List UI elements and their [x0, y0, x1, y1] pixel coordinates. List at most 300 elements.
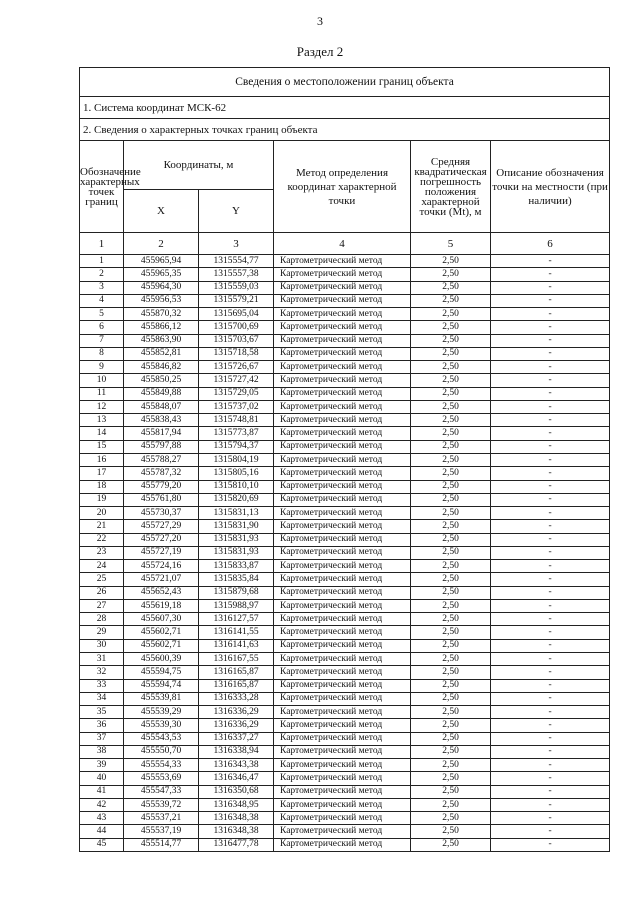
accuracy-cell: 2,50	[411, 308, 491, 321]
x-coordinate-cell: 455779,20	[124, 480, 199, 493]
description-cell: -	[491, 745, 610, 758]
y-coordinate-cell: 1316338,94	[199, 745, 274, 758]
point-number-cell: 10	[80, 374, 124, 387]
method-cell: Картометрический метод	[274, 772, 411, 785]
method-cell: Картометрический метод	[274, 467, 411, 480]
accuracy-cell: 2,50	[411, 520, 491, 533]
y-coordinate-cell: 1315835,84	[199, 573, 274, 586]
y-coordinate-cell: 1316348,38	[199, 825, 274, 838]
table-row	[80, 361, 610, 374]
description-cell: -	[491, 666, 610, 679]
method-cell: Картометрический метод	[274, 599, 411, 612]
description-cell: -	[491, 255, 610, 268]
method-cell: Картометрический метод	[274, 785, 411, 798]
accuracy-cell: 2,50	[411, 281, 491, 294]
method-cell: Картометрический метод	[274, 480, 411, 493]
table-row	[80, 281, 610, 294]
accuracy-cell: 2,50	[411, 387, 491, 400]
description-cell: -	[491, 294, 610, 307]
table-row	[80, 560, 610, 573]
accuracy-cell: 2,50	[411, 666, 491, 679]
boundary-points-table	[79, 67, 610, 852]
y-coordinate-cell: 1316343,38	[199, 759, 274, 772]
column-number: 4	[274, 233, 411, 255]
description-cell: -	[491, 334, 610, 347]
method-cell: Картометрический метод	[274, 347, 411, 360]
y-coordinate-cell: 1316165,87	[199, 666, 274, 679]
point-number-cell: 28	[80, 613, 124, 626]
point-number-cell: 33	[80, 679, 124, 692]
x-coordinate-cell: 455787,32	[124, 467, 199, 480]
x-coordinate-cell: 455543,53	[124, 732, 199, 745]
point-number-cell: 25	[80, 573, 124, 586]
y-coordinate-cell: 1316141,63	[199, 639, 274, 652]
accuracy-cell: 2,50	[411, 692, 491, 705]
accuracy-cell: 2,50	[411, 453, 491, 466]
header-coordinates: Координаты, м	[124, 141, 274, 190]
y-coordinate-cell: 1316141,55	[199, 626, 274, 639]
x-coordinate-cell: 455554,33	[124, 759, 199, 772]
y-coordinate-cell: 1315820,69	[199, 493, 274, 506]
description-cell: -	[491, 387, 610, 400]
y-coordinate-cell: 1315727,42	[199, 374, 274, 387]
point-number-cell: 41	[80, 785, 124, 798]
description-cell: -	[491, 507, 610, 520]
method-cell: Картометрический метод	[274, 294, 411, 307]
method-cell: Картометрический метод	[274, 361, 411, 374]
description-cell: -	[491, 785, 610, 798]
y-coordinate-cell: 1315794,37	[199, 440, 274, 453]
accuracy-cell: 2,50	[411, 361, 491, 374]
point-number-cell: 32	[80, 666, 124, 679]
method-cell: Картометрический метод	[274, 626, 411, 639]
table-row	[80, 480, 610, 493]
x-coordinate-cell: 455724,16	[124, 560, 199, 573]
table-row	[80, 599, 610, 612]
x-coordinate-cell: 455652,43	[124, 586, 199, 599]
description-cell: -	[491, 626, 610, 639]
x-coordinate-cell: 455550,70	[124, 745, 199, 758]
point-number-cell: 20	[80, 507, 124, 520]
table-row	[80, 533, 610, 546]
table-row	[80, 785, 610, 798]
y-coordinate-cell: 1315988,97	[199, 599, 274, 612]
description-cell: -	[491, 692, 610, 705]
header-y: Y	[199, 190, 274, 233]
column-number: 2	[124, 233, 199, 255]
column-number: 3	[199, 233, 274, 255]
accuracy-cell: 2,50	[411, 533, 491, 546]
method-cell: Картометрический метод	[274, 759, 411, 772]
x-coordinate-cell: 455602,71	[124, 626, 199, 639]
y-coordinate-cell: 1316336,29	[199, 706, 274, 719]
description-cell: -	[491, 812, 610, 825]
y-coordinate-cell: 1316350,68	[199, 785, 274, 798]
column-number: 5	[411, 233, 491, 255]
points-body	[80, 255, 610, 852]
y-coordinate-cell: 1316348,95	[199, 798, 274, 811]
description-cell: -	[491, 453, 610, 466]
x-coordinate-cell: 455537,19	[124, 825, 199, 838]
description-cell: -	[491, 414, 610, 427]
table-row	[80, 308, 610, 321]
accuracy-cell: 2,50	[411, 825, 491, 838]
method-cell: Картометрический метод	[274, 374, 411, 387]
accuracy-cell: 2,50	[411, 427, 491, 440]
x-coordinate-cell: 455849,88	[124, 387, 199, 400]
method-cell: Картометрический метод	[274, 613, 411, 626]
description-cell: -	[491, 838, 610, 851]
header-method: Метод определения координат характерной точки	[274, 141, 411, 233]
accuracy-cell: 2,50	[411, 812, 491, 825]
accuracy-cell: 2,50	[411, 334, 491, 347]
y-coordinate-cell: 1315831,13	[199, 507, 274, 520]
method-cell: Картометрический метод	[274, 719, 411, 732]
point-number-cell: 4	[80, 294, 124, 307]
table-row	[80, 825, 610, 838]
accuracy-cell: 2,50	[411, 467, 491, 480]
method-cell: Картометрический метод	[274, 400, 411, 413]
y-coordinate-cell: 1315831,93	[199, 533, 274, 546]
description-cell: -	[491, 467, 610, 480]
point-number-cell: 18	[80, 480, 124, 493]
section-title: Раздел 2	[296, 44, 344, 59]
table-row	[80, 347, 610, 360]
x-coordinate-cell: 455788,27	[124, 453, 199, 466]
y-coordinate-cell: 1315773,87	[199, 427, 274, 440]
y-coordinate-cell: 1316165,87	[199, 679, 274, 692]
method-cell: Картометрический метод	[274, 692, 411, 705]
point-number-cell: 23	[80, 546, 124, 559]
description-cell: -	[491, 759, 610, 772]
y-coordinate-cell: 1316167,55	[199, 652, 274, 665]
point-number-cell: 5	[80, 308, 124, 321]
method-cell: Картометрический метод	[274, 706, 411, 719]
method-cell: Картометрический метод	[274, 798, 411, 811]
y-coordinate-cell: 1316337,27	[199, 732, 274, 745]
method-cell: Картометрический метод	[274, 440, 411, 453]
accuracy-cell: 2,50	[411, 719, 491, 732]
header-point-label: Обозначение характерных точек границ	[80, 141, 124, 233]
accuracy-cell: 2,50	[411, 732, 491, 745]
y-coordinate-cell: 1316477,78	[199, 838, 274, 851]
table-row	[80, 520, 610, 533]
description-cell: -	[491, 400, 610, 413]
x-coordinate-cell: 455619,18	[124, 599, 199, 612]
method-cell: Картометрический метод	[274, 308, 411, 321]
y-coordinate-cell: 1316336,29	[199, 719, 274, 732]
method-cell: Картометрический метод	[274, 427, 411, 440]
description-cell: -	[491, 308, 610, 321]
point-number-cell: 40	[80, 772, 124, 785]
x-coordinate-cell: 455539,72	[124, 798, 199, 811]
description-cell: -	[491, 374, 610, 387]
table-row	[80, 745, 610, 758]
y-coordinate-cell: 1315879,68	[199, 586, 274, 599]
accuracy-cell: 2,50	[411, 586, 491, 599]
point-number-cell: 22	[80, 533, 124, 546]
method-cell: Картометрический метод	[274, 560, 411, 573]
point-number-cell: 9	[80, 361, 124, 374]
point-number-cell: 42	[80, 798, 124, 811]
table-row	[80, 440, 610, 453]
description-cell: -	[491, 573, 610, 586]
x-coordinate-cell: 455956,53	[124, 294, 199, 307]
description-cell: -	[491, 321, 610, 334]
accuracy-cell: 2,50	[411, 400, 491, 413]
point-number-cell: 34	[80, 692, 124, 705]
description-cell: -	[491, 719, 610, 732]
point-number-cell: 12	[80, 400, 124, 413]
description-cell: -	[491, 586, 610, 599]
description-cell: -	[491, 560, 610, 573]
accuracy-cell: 2,50	[411, 652, 491, 665]
point-number-cell: 36	[80, 719, 124, 732]
point-number-cell: 21	[80, 520, 124, 533]
x-coordinate-cell: 455761,80	[124, 493, 199, 506]
accuracy-cell: 2,50	[411, 255, 491, 268]
table-row	[80, 321, 610, 334]
accuracy-cell: 2,50	[411, 347, 491, 360]
point-number-cell: 38	[80, 745, 124, 758]
table-row	[80, 679, 610, 692]
description-cell: -	[491, 268, 610, 281]
y-coordinate-cell: 1316348,38	[199, 812, 274, 825]
table-row	[80, 759, 610, 772]
point-number-cell: 44	[80, 825, 124, 838]
table-row	[80, 732, 610, 745]
accuracy-cell: 2,50	[411, 507, 491, 520]
method-cell: Картометрический метод	[274, 838, 411, 851]
table-row	[80, 507, 610, 520]
method-cell: Картометрический метод	[274, 387, 411, 400]
point-number-cell: 16	[80, 453, 124, 466]
y-coordinate-cell: 1315810,10	[199, 480, 274, 493]
point-number-cell: 30	[80, 639, 124, 652]
x-coordinate-cell: 455850,25	[124, 374, 199, 387]
y-coordinate-cell: 1315833,87	[199, 560, 274, 573]
point-number-cell: 15	[80, 440, 124, 453]
point-number-cell: 14	[80, 427, 124, 440]
x-coordinate-cell: 455838,43	[124, 414, 199, 427]
header-description: Описание обозначения точки на местности (при наличии)	[491, 141, 610, 233]
accuracy-cell: 2,50	[411, 599, 491, 612]
description-cell: -	[491, 599, 610, 612]
page-number: 3	[317, 14, 323, 28]
method-cell: Картометрический метод	[274, 507, 411, 520]
accuracy-cell: 2,50	[411, 414, 491, 427]
header-x: X	[124, 190, 199, 233]
y-coordinate-cell: 1315703,67	[199, 334, 274, 347]
table-row	[80, 692, 610, 705]
table-row	[80, 573, 610, 586]
method-cell: Картометрический метод	[274, 586, 411, 599]
description-cell: -	[491, 281, 610, 294]
accuracy-cell: 2,50	[411, 573, 491, 586]
point-number-cell: 26	[80, 586, 124, 599]
y-coordinate-cell: 1315805,16	[199, 467, 274, 480]
x-coordinate-cell: 455727,19	[124, 546, 199, 559]
y-coordinate-cell: 1315695,04	[199, 308, 274, 321]
y-coordinate-cell: 1315831,90	[199, 520, 274, 533]
point-number-cell: 45	[80, 838, 124, 851]
point-number-cell: 11	[80, 387, 124, 400]
method-cell: Картометрический метод	[274, 812, 411, 825]
point-number-cell: 13	[80, 414, 124, 427]
x-coordinate-cell: 455964,30	[124, 281, 199, 294]
x-coordinate-cell: 455537,21	[124, 812, 199, 825]
table-row	[80, 268, 610, 281]
x-coordinate-cell: 455594,75	[124, 666, 199, 679]
table-row	[80, 414, 610, 427]
table-row	[80, 387, 610, 400]
y-coordinate-cell: 1315726,67	[199, 361, 274, 374]
x-coordinate-cell: 455846,82	[124, 361, 199, 374]
accuracy-cell: 2,50	[411, 268, 491, 281]
method-cell: Картометрический метод	[274, 453, 411, 466]
x-coordinate-cell: 455730,37	[124, 507, 199, 520]
table-row	[80, 652, 610, 665]
accuracy-cell: 2,50	[411, 772, 491, 785]
point-number-cell: 43	[80, 812, 124, 825]
point-number-cell: 17	[80, 467, 124, 480]
x-coordinate-cell: 455600,39	[124, 652, 199, 665]
method-cell: Картометрический метод	[274, 745, 411, 758]
method-cell: Картометрический метод	[274, 268, 411, 281]
point-number-cell: 19	[80, 493, 124, 506]
header-accuracy: Средняя квадратическая погрешность положения характерной точки (Мt), м	[411, 141, 491, 233]
x-coordinate-cell: 455539,30	[124, 719, 199, 732]
method-cell: Картометрический метод	[274, 281, 411, 294]
x-coordinate-cell: 455553,69	[124, 772, 199, 785]
method-cell: Картометрический метод	[274, 573, 411, 586]
table-row	[80, 838, 610, 851]
point-number-cell: 31	[80, 652, 124, 665]
point-number-cell: 1	[80, 255, 124, 268]
y-coordinate-cell: 1316346,47	[199, 772, 274, 785]
description-cell: -	[491, 825, 610, 838]
description-cell: -	[491, 440, 610, 453]
method-cell: Картометрический метод	[274, 414, 411, 427]
description-cell: -	[491, 493, 610, 506]
x-coordinate-cell: 455539,29	[124, 706, 199, 719]
y-coordinate-cell: 1315559,03	[199, 281, 274, 294]
description-cell: -	[491, 732, 610, 745]
method-cell: Картометрический метод	[274, 533, 411, 546]
method-cell: Картометрический метод	[274, 334, 411, 347]
x-coordinate-cell: 455539,81	[124, 692, 199, 705]
accuracy-cell: 2,50	[411, 745, 491, 758]
method-cell: Картометрический метод	[274, 639, 411, 652]
point-number-cell: 7	[80, 334, 124, 347]
accuracy-cell: 2,50	[411, 493, 491, 506]
table-row	[80, 255, 610, 268]
x-coordinate-cell: 455852,81	[124, 347, 199, 360]
point-number-cell: 29	[80, 626, 124, 639]
point-number-cell: 8	[80, 347, 124, 360]
accuracy-cell: 2,50	[411, 679, 491, 692]
table-row	[80, 626, 610, 639]
y-coordinate-cell: 1315554,77	[199, 255, 274, 268]
x-coordinate-cell: 455727,20	[124, 533, 199, 546]
column-number: 1	[80, 233, 124, 255]
description-cell: -	[491, 798, 610, 811]
accuracy-cell: 2,50	[411, 546, 491, 559]
accuracy-cell: 2,50	[411, 613, 491, 626]
point-number-cell: 27	[80, 599, 124, 612]
y-coordinate-cell: 1315737,02	[199, 400, 274, 413]
table-row	[80, 400, 610, 413]
x-coordinate-cell: 455965,94	[124, 255, 199, 268]
y-coordinate-cell: 1315579,21	[199, 294, 274, 307]
accuracy-cell: 2,50	[411, 706, 491, 719]
method-cell: Картометрический метод	[274, 255, 411, 268]
table-row	[80, 772, 610, 785]
table-row	[80, 706, 610, 719]
points-heading: 2. Сведения о характерных точках границ объекта	[80, 119, 610, 141]
description-cell: -	[491, 706, 610, 719]
accuracy-cell: 2,50	[411, 560, 491, 573]
accuracy-cell: 2,50	[411, 480, 491, 493]
table-row	[80, 613, 610, 626]
y-coordinate-cell: 1315718,58	[199, 347, 274, 360]
x-coordinate-cell: 455848,07	[124, 400, 199, 413]
method-cell: Картометрический метод	[274, 321, 411, 334]
y-coordinate-cell: 1315729,05	[199, 387, 274, 400]
y-coordinate-cell: 1316333,28	[199, 692, 274, 705]
method-cell: Картометрический метод	[274, 825, 411, 838]
x-coordinate-cell: 455514,77	[124, 838, 199, 851]
description-cell: -	[491, 772, 610, 785]
description-cell: -	[491, 480, 610, 493]
table-row	[80, 334, 610, 347]
point-number-cell: 3	[80, 281, 124, 294]
method-cell: Картометрический метод	[274, 732, 411, 745]
x-coordinate-cell: 455965,35	[124, 268, 199, 281]
description-cell: -	[491, 347, 610, 360]
table-row	[80, 374, 610, 387]
coordinate-system: 1. Система координат МСК-62	[80, 97, 610, 119]
table-row	[80, 798, 610, 811]
description-cell: -	[491, 639, 610, 652]
description-cell: -	[491, 679, 610, 692]
accuracy-cell: 2,50	[411, 759, 491, 772]
y-coordinate-cell: 1315748,81	[199, 414, 274, 427]
method-cell: Картометрический метод	[274, 493, 411, 506]
column-number: 6	[491, 233, 610, 255]
table-row	[80, 546, 610, 559]
description-cell: -	[491, 361, 610, 374]
accuracy-cell: 2,50	[411, 785, 491, 798]
table-row	[80, 666, 610, 679]
description-cell: -	[491, 427, 610, 440]
accuracy-cell: 2,50	[411, 639, 491, 652]
x-coordinate-cell: 455602,71	[124, 639, 199, 652]
point-number-cell: 2	[80, 268, 124, 281]
point-number-cell: 35	[80, 706, 124, 719]
point-number-cell: 37	[80, 732, 124, 745]
y-coordinate-cell: 1315831,93	[199, 546, 274, 559]
table-row	[80, 639, 610, 652]
x-coordinate-cell: 455547,33	[124, 785, 199, 798]
method-cell: Картометрический метод	[274, 679, 411, 692]
y-coordinate-cell: 1315557,38	[199, 268, 274, 281]
point-number-cell: 6	[80, 321, 124, 334]
x-coordinate-cell: 455721,07	[124, 573, 199, 586]
accuracy-cell: 2,50	[411, 798, 491, 811]
method-cell: Картометрический метод	[274, 520, 411, 533]
point-number-cell: 24	[80, 560, 124, 573]
